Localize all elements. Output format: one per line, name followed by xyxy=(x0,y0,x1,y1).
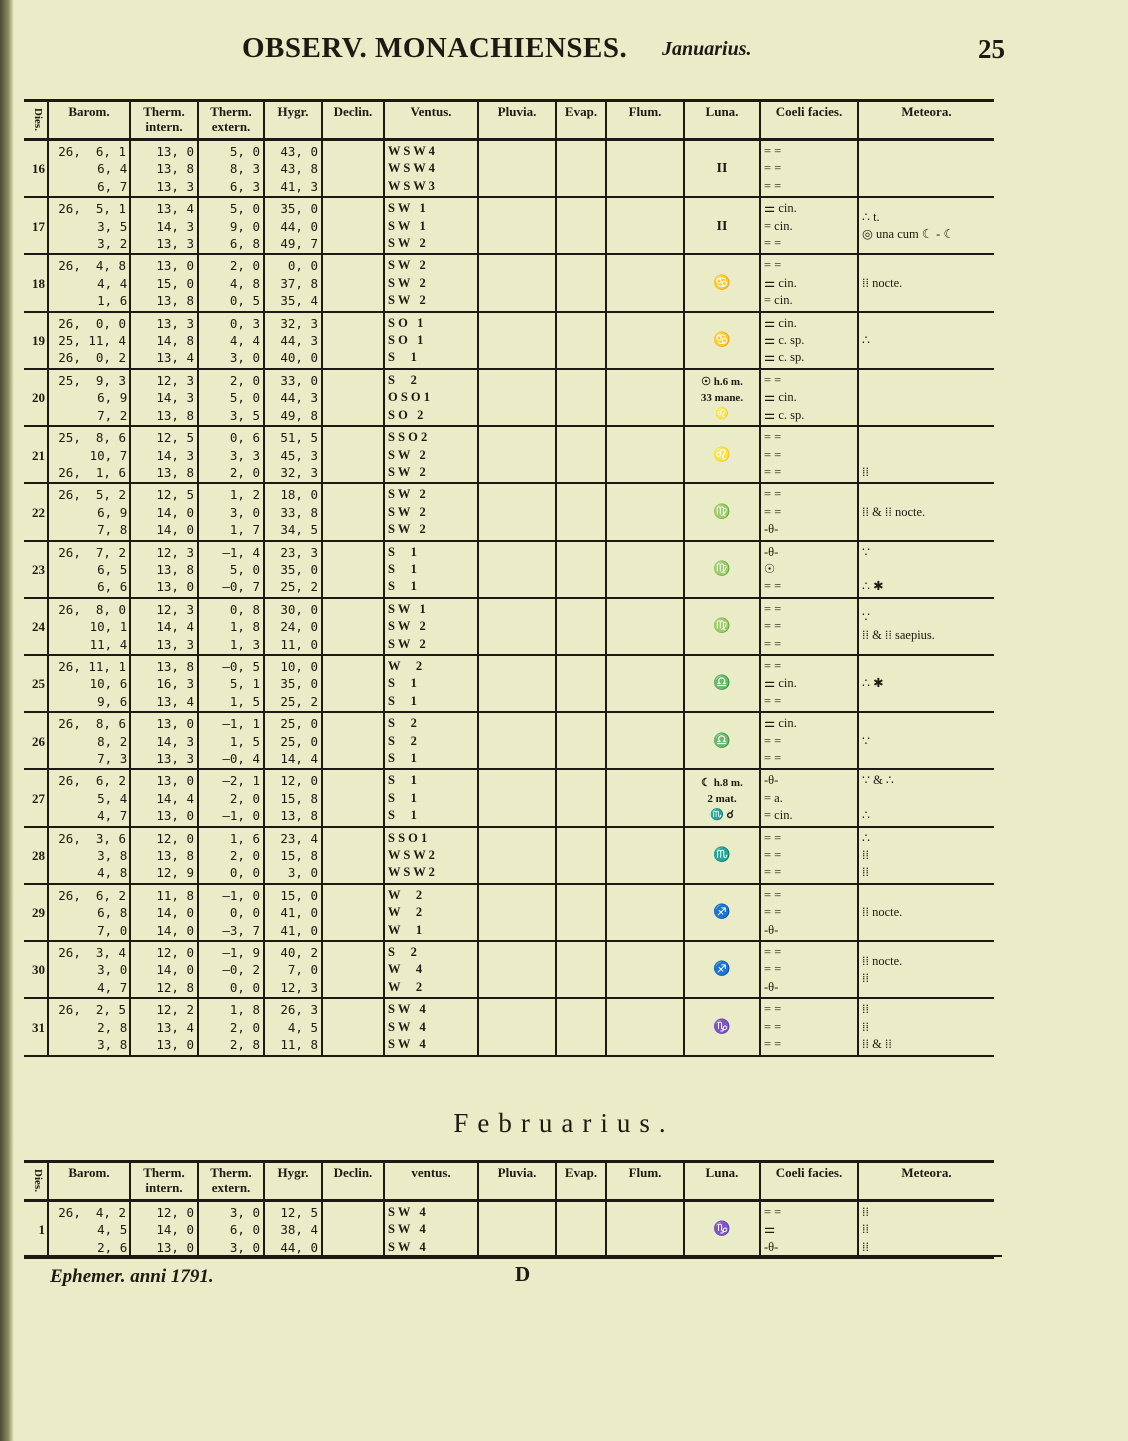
coeli-cell: ⚌ cin. = cin. = = xyxy=(760,197,858,254)
declin-cell xyxy=(322,140,384,198)
ventus-cell: S W 2 S W 2 S W 2 xyxy=(384,254,478,311)
declin-cell xyxy=(322,483,384,540)
therm-intern-cell: 13, 0 14, 4 13, 0 xyxy=(130,769,198,826)
barom-cell: 26, 4, 2 4, 5 2, 6 xyxy=(48,1201,130,1259)
table-row xyxy=(24,712,994,769)
therm-intern-cell: 13, 0 15, 0 13, 8 xyxy=(130,254,198,311)
coeli-cell: = = = = -θ- xyxy=(760,884,858,941)
barom-cell: 25, 8, 6 10, 7 26, 1, 6 xyxy=(48,426,130,483)
declin-cell xyxy=(322,541,384,598)
declin-cell xyxy=(322,827,384,884)
therm-extern-cell: 2, 0 5, 0 3, 5 xyxy=(198,369,264,426)
ventus-cell: S O 1 S O 1 S 1 xyxy=(384,312,478,369)
table-header-row xyxy=(24,101,994,140)
hygr-cell: 26, 3 4, 5 11, 8 xyxy=(264,998,322,1055)
ventus-cell: S W 4 S W 4 S W 4 xyxy=(384,998,478,1055)
barom-cell: 26, 8, 6 8, 2 7, 3 xyxy=(48,712,130,769)
hygr-cell: 33, 0 44, 3 49, 8 xyxy=(264,369,322,426)
therm-intern-cell: 12, 3 14, 4 13, 3 xyxy=(130,598,198,655)
col-header-therm-extern: Therm. extern. xyxy=(198,101,264,140)
evap-cell xyxy=(556,884,606,941)
declin-cell xyxy=(322,941,384,998)
declin-cell xyxy=(322,1201,384,1259)
luna-cell: ♋ xyxy=(684,312,760,369)
day-cell: 20 xyxy=(24,369,48,426)
table-header-row xyxy=(24,1162,994,1201)
col-header-luna: Luna. xyxy=(684,1162,760,1201)
page-title: OBSERV. MONACHIENSES. xyxy=(242,32,628,64)
ventus-cell: S 2 S 2 S 1 xyxy=(384,712,478,769)
pluvia-cell xyxy=(478,712,556,769)
luna-cell: ☉ h.6 m. 33 mane. ♌ xyxy=(684,369,760,426)
col-header-declin: Declin. xyxy=(322,1162,384,1201)
pluvia-cell xyxy=(478,884,556,941)
running-head xyxy=(0,30,1128,70)
flum-cell xyxy=(606,426,684,483)
ventus-cell: W 2 S 1 S 1 xyxy=(384,655,478,712)
barom-cell: 26, 4, 8 4, 4 1, 6 xyxy=(48,254,130,311)
pluvia-cell xyxy=(478,655,556,712)
therm-extern-cell: —1, 0 0, 0 —3, 7 xyxy=(198,884,264,941)
hygr-cell: 23, 3 35, 0 25, 2 xyxy=(264,541,322,598)
day-cell: 19 xyxy=(24,312,48,369)
barom-cell: 26, 6, 1 6, 4 6, 7 xyxy=(48,140,130,198)
declin-cell xyxy=(322,312,384,369)
therm-extern-cell: 3, 0 6, 0 3, 0 xyxy=(198,1201,264,1259)
day-cell: 30 xyxy=(24,941,48,998)
col-header-meteora: Meteora. xyxy=(858,1162,994,1201)
declin-cell xyxy=(322,998,384,1055)
day-cell: 22 xyxy=(24,483,48,540)
hygr-cell: 40, 2 7, 0 12, 3 xyxy=(264,941,322,998)
table-row xyxy=(24,483,994,540)
col-header-evap: Evap. xyxy=(556,101,606,140)
flum-cell xyxy=(606,254,684,311)
therm-extern-cell: 2, 0 4, 8 0, 5 xyxy=(198,254,264,311)
luna-cell: ♐ xyxy=(684,941,760,998)
col-header-declin: Declin. xyxy=(322,101,384,140)
table-row xyxy=(24,769,994,826)
declin-cell xyxy=(322,369,384,426)
ventus-cell: S W 4 S W 4 S W 4 xyxy=(384,1201,478,1259)
therm-extern-cell: 1, 8 2, 0 2, 8 xyxy=(198,998,264,1055)
luna-cell: ♐ xyxy=(684,884,760,941)
declin-cell xyxy=(322,254,384,311)
col-header-evap: Evap. xyxy=(556,1162,606,1201)
col-header-flum: Flum. xyxy=(606,1162,684,1201)
therm-intern-cell: 12, 5 14, 0 14, 0 xyxy=(130,483,198,540)
therm-intern-cell: 12, 3 13, 8 13, 0 xyxy=(130,541,198,598)
barom-cell: 26, 8, 0 10, 1 11, 4 xyxy=(48,598,130,655)
meteora-cell: ∴ t. ◎ una cum ☾ - ☾ xyxy=(858,197,994,254)
coeli-cell: = = = = = = xyxy=(760,998,858,1055)
table-row xyxy=(24,998,994,1055)
luna-cell: ♋ xyxy=(684,254,760,311)
meteora-cell: ⁞⁞ nocte. xyxy=(858,884,994,941)
day-cell: 18 xyxy=(24,254,48,311)
therm-intern-cell: 12, 2 13, 4 13, 0 xyxy=(130,998,198,1055)
meteora-cell: ∵ & ∴ ∴ xyxy=(858,769,994,826)
hygr-cell: 51, 5 45, 3 32, 3 xyxy=(264,426,322,483)
coeli-cell: ⚌ cin. = = = = xyxy=(760,712,858,769)
col-header-pluvia: Pluvia. xyxy=(478,101,556,140)
table-row xyxy=(24,941,994,998)
luna-cell: II xyxy=(684,140,760,198)
barom-cell: 26, 3, 6 3, 8 4, 8 xyxy=(48,827,130,884)
therm-extern-cell: —0, 5 5, 1 1, 5 xyxy=(198,655,264,712)
therm-extern-cell: —1, 1 1, 5 —0, 4 xyxy=(198,712,264,769)
coeli-cell: = = = = = = xyxy=(760,140,858,198)
declin-cell xyxy=(322,655,384,712)
therm-extern-cell: 0, 6 3, 3 2, 0 xyxy=(198,426,264,483)
page-number: 25 xyxy=(978,34,1005,64)
pluvia-cell xyxy=(478,769,556,826)
bottom-rule xyxy=(24,1255,1002,1257)
table-row xyxy=(24,598,994,655)
pluvia-cell xyxy=(478,140,556,198)
table-row xyxy=(24,1201,994,1259)
day-cell: 21 xyxy=(24,426,48,483)
therm-intern-cell: 13, 8 16, 3 13, 4 xyxy=(130,655,198,712)
luna-cell: ♍ xyxy=(684,483,760,540)
therm-extern-cell: 0, 3 4, 4 3, 0 xyxy=(198,312,264,369)
coeli-cell: = = = = = = xyxy=(760,598,858,655)
table-row xyxy=(24,369,994,426)
february-table xyxy=(24,1160,994,1259)
meteora-cell: ∵ ⁞⁞ & ⁞⁞ saepius. xyxy=(858,598,994,655)
col-header-therm-intern: Therm. intern. xyxy=(130,1162,198,1201)
therm-extern-cell: —1, 4 5, 0 —0, 7 xyxy=(198,541,264,598)
ventus-cell: S W 1 S W 1 S W 2 xyxy=(384,197,478,254)
col-header-therm-intern: Therm. intern. xyxy=(130,101,198,140)
luna-cell: ♏ xyxy=(684,827,760,884)
ventus-cell: W S W 4 W S W 4 W S W 3 xyxy=(384,140,478,198)
coeli-cell: -θ- = a. = cin. xyxy=(760,769,858,826)
day-cell: 17 xyxy=(24,197,48,254)
therm-extern-cell: 1, 6 2, 0 0, 0 xyxy=(198,827,264,884)
therm-extern-cell: 5, 0 9, 0 6, 8 xyxy=(198,197,264,254)
barom-cell: 26, 0, 0 25, 11, 4 26, 0, 2 xyxy=(48,312,130,369)
therm-intern-cell: 12, 0 14, 0 12, 8 xyxy=(130,941,198,998)
ventus-cell: S W 2 S W 2 S W 2 xyxy=(384,483,478,540)
flum-cell xyxy=(606,369,684,426)
hygr-cell: 18, 0 33, 8 34, 5 xyxy=(264,483,322,540)
col-header-luna: Luna. xyxy=(684,101,760,140)
day-cell: 27 xyxy=(24,769,48,826)
flum-cell xyxy=(606,312,684,369)
flum-cell xyxy=(606,197,684,254)
table-row xyxy=(24,254,994,311)
pluvia-cell xyxy=(478,483,556,540)
hygr-cell: 23, 4 15, 8 3, 0 xyxy=(264,827,322,884)
coeli-cell: = = ⚌ cin. ⚌ c. sp. xyxy=(760,369,858,426)
page-edge xyxy=(0,0,14,1441)
pluvia-cell xyxy=(478,998,556,1055)
hygr-cell: 43, 0 43, 8 41, 3 xyxy=(264,140,322,198)
evap-cell xyxy=(556,1201,606,1259)
meteora-cell xyxy=(858,369,994,426)
luna-cell: ♍ xyxy=(684,598,760,655)
therm-extern-cell: 0, 8 1, 8 1, 3 xyxy=(198,598,264,655)
therm-intern-cell: 13, 0 13, 8 13, 3 xyxy=(130,140,198,198)
day-cell: 24 xyxy=(24,598,48,655)
hygr-cell: 35, 0 44, 0 49, 7 xyxy=(264,197,322,254)
therm-intern-cell: 13, 3 14, 8 13, 4 xyxy=(130,312,198,369)
luna-cell: ♑ xyxy=(684,1201,760,1259)
declin-cell xyxy=(322,598,384,655)
flum-cell xyxy=(606,483,684,540)
barom-cell: 26, 5, 2 6, 9 7, 8 xyxy=(48,483,130,540)
evap-cell xyxy=(556,769,606,826)
ventus-cell: S 2 O S O 1 S O 2 xyxy=(384,369,478,426)
meteora-cell: ⁞⁞ xyxy=(858,426,994,483)
hygr-cell: 15, 0 41, 0 41, 0 xyxy=(264,884,322,941)
meteora-cell: ∵ xyxy=(858,712,994,769)
pluvia-cell xyxy=(478,1201,556,1259)
evap-cell xyxy=(556,197,606,254)
table-row xyxy=(24,827,994,884)
evap-cell xyxy=(556,369,606,426)
coeli-cell: = = ⚌ cin. = = xyxy=(760,655,858,712)
barom-cell: 26, 5, 1 3, 5 3, 2 xyxy=(48,197,130,254)
therm-extern-cell: 5, 0 8, 3 6, 3 xyxy=(198,140,264,198)
barom-cell: 26, 6, 2 6, 8 7, 0 xyxy=(48,884,130,941)
ventus-cell: S W 1 S W 2 S W 2 xyxy=(384,598,478,655)
ventus-cell: W 2 W 2 W 1 xyxy=(384,884,478,941)
hygr-cell: 30, 0 24, 0 11, 0 xyxy=(264,598,322,655)
pluvia-cell xyxy=(478,598,556,655)
luna-cell: ♌ xyxy=(684,426,760,483)
evap-cell xyxy=(556,483,606,540)
col-header-barom: Barom. xyxy=(48,101,130,140)
meteora-cell: ⁞⁞ nocte. xyxy=(858,254,994,311)
therm-extern-cell: —1, 9 —0, 2 0, 0 xyxy=(198,941,264,998)
day-cell: 23 xyxy=(24,541,48,598)
barom-cell: 25, 9, 3 6, 9 7, 2 xyxy=(48,369,130,426)
ventus-cell: S 2 W 4 W 2 xyxy=(384,941,478,998)
col-header-hygr: Hygr. xyxy=(264,101,322,140)
day-cell: 26 xyxy=(24,712,48,769)
meteora-cell: ⁞⁞ & ⁞⁞ nocte. xyxy=(858,483,994,540)
table-row xyxy=(24,426,994,483)
col-header-barom: Barom. xyxy=(48,1162,130,1201)
therm-intern-cell: 11, 8 14, 0 14, 0 xyxy=(130,884,198,941)
january-table xyxy=(24,99,994,1057)
pluvia-cell xyxy=(478,426,556,483)
meteora-cell xyxy=(858,140,994,198)
coeli-cell: = = ⚌ -θ- xyxy=(760,1201,858,1259)
day-cell: 28 xyxy=(24,827,48,884)
barom-cell: 26, 11, 1 10, 6 9, 6 xyxy=(48,655,130,712)
col-header-pluvia: Pluvia. xyxy=(478,1162,556,1201)
coeli-cell: -θ- ☉ = = xyxy=(760,541,858,598)
declin-cell xyxy=(322,426,384,483)
day-cell: 31 xyxy=(24,998,48,1055)
evap-cell xyxy=(556,312,606,369)
table-row xyxy=(24,140,994,198)
therm-intern-cell: 12, 5 14, 3 13, 8 xyxy=(130,426,198,483)
february-heading: Februarius. xyxy=(453,1108,675,1138)
hygr-cell: 25, 0 25, 0 14, 4 xyxy=(264,712,322,769)
col-header-meteora: Meteora. xyxy=(858,101,994,140)
evap-cell xyxy=(556,998,606,1055)
hygr-cell: 32, 3 44, 3 40, 0 xyxy=(264,312,322,369)
table-row xyxy=(24,655,994,712)
day-cell: 16 xyxy=(24,140,48,198)
evap-cell xyxy=(556,598,606,655)
ventus-cell: S 1 S 1 S 1 xyxy=(384,769,478,826)
luna-cell: ♍ xyxy=(684,541,760,598)
flum-cell xyxy=(606,598,684,655)
pluvia-cell xyxy=(478,827,556,884)
month-label: Januarius. xyxy=(662,38,752,60)
therm-intern-cell: 12, 0 14, 0 13, 0 xyxy=(130,1201,198,1259)
flum-cell xyxy=(606,140,684,198)
evap-cell xyxy=(556,827,606,884)
day-cell: 1 xyxy=(24,1201,48,1259)
coeli-cell: = = = = = = xyxy=(760,426,858,483)
col-header-coeli: Coeli facies. xyxy=(760,1162,858,1201)
luna-cell: ♎ xyxy=(684,712,760,769)
therm-extern-cell: 1, 2 3, 0 1, 7 xyxy=(198,483,264,540)
coeli-cell: = = = = = = xyxy=(760,827,858,884)
barom-cell: 26, 7, 2 6, 5 6, 6 xyxy=(48,541,130,598)
flum-cell xyxy=(606,884,684,941)
table-row xyxy=(24,312,994,369)
col-header-ventus: Ventus. xyxy=(384,101,478,140)
flum-cell xyxy=(606,655,684,712)
meteora-cell: ⁞⁞ ⁞⁞ ⁞⁞ xyxy=(858,1201,994,1259)
col-header-therm-extern: Therm. extern. xyxy=(198,1162,264,1201)
ventus-cell: S 1 S 1 S 1 xyxy=(384,541,478,598)
evap-cell xyxy=(556,140,606,198)
flum-cell xyxy=(606,541,684,598)
flum-cell xyxy=(606,941,684,998)
february-table-body xyxy=(24,1201,994,1259)
luna-cell: ♎ xyxy=(684,655,760,712)
flum-cell xyxy=(606,769,684,826)
barom-cell: 26, 2, 5 2, 8 3, 8 xyxy=(48,998,130,1055)
hygr-cell: 10, 0 35, 0 25, 2 xyxy=(264,655,322,712)
declin-cell xyxy=(322,712,384,769)
day-cell: 25 xyxy=(24,655,48,712)
meteora-cell: ∴ xyxy=(858,312,994,369)
footer-signature: Ephemer. anni 1791. xyxy=(50,1266,214,1287)
meteora-cell: ∴ ⁞⁞ ⁞⁞ xyxy=(858,827,994,884)
declin-cell xyxy=(322,769,384,826)
meteora-cell: ∴ ✱ xyxy=(858,655,994,712)
hygr-cell: 12, 0 15, 8 13, 8 xyxy=(264,769,322,826)
evap-cell xyxy=(556,941,606,998)
ventus-cell: S S O 2 S W 2 S W 2 xyxy=(384,426,478,483)
therm-intern-cell: 12, 3 14, 3 13, 8 xyxy=(130,369,198,426)
col-header-coeli: Coeli facies. xyxy=(760,101,858,140)
signature-letter: D xyxy=(515,1262,531,1286)
declin-cell xyxy=(322,884,384,941)
table-row xyxy=(24,541,994,598)
barom-cell: 26, 3, 4 3, 0 4, 7 xyxy=(48,941,130,998)
meteora-cell: ⁞⁞ ⁞⁞ ⁞⁞ & ⁞⁞ xyxy=(858,998,994,1055)
meteora-cell: ⁞⁞ nocte. ⁞⁞ xyxy=(858,941,994,998)
flum-cell xyxy=(606,712,684,769)
therm-extern-cell: —2, 1 2, 0 —1, 0 xyxy=(198,769,264,826)
meteora-cell: ∵ ∴ ✱ xyxy=(858,541,994,598)
pluvia-cell xyxy=(478,541,556,598)
pluvia-cell xyxy=(478,254,556,311)
table-row xyxy=(24,884,994,941)
pluvia-cell xyxy=(478,369,556,426)
flum-cell xyxy=(606,1201,684,1259)
col-header-dies: Dies. xyxy=(24,1162,48,1201)
evap-cell xyxy=(556,712,606,769)
barom-cell: 26, 6, 2 5, 4 4, 7 xyxy=(48,769,130,826)
coeli-cell: = = = = -θ- xyxy=(760,483,858,540)
coeli-cell: = = = = -θ- xyxy=(760,941,858,998)
hygr-cell: 0, 0 37, 8 35, 4 xyxy=(264,254,322,311)
flum-cell xyxy=(606,827,684,884)
pluvia-cell xyxy=(478,312,556,369)
day-cell: 29 xyxy=(24,884,48,941)
evap-cell xyxy=(556,655,606,712)
evap-cell xyxy=(556,426,606,483)
luna-cell: ♑ xyxy=(684,998,760,1055)
january-table-body xyxy=(24,140,994,1056)
luna-cell: ☾ h.8 m. 2 mat. ♏ ☌ xyxy=(684,769,760,826)
therm-intern-cell: 12, 0 13, 8 12, 9 xyxy=(130,827,198,884)
coeli-cell: = = ⚌ cin. = cin. xyxy=(760,254,858,311)
table-row xyxy=(24,197,994,254)
evap-cell xyxy=(556,254,606,311)
therm-intern-cell: 13, 0 14, 3 13, 3 xyxy=(130,712,198,769)
col-header-flum: Flum. xyxy=(606,101,684,140)
hygr-cell: 12, 5 38, 4 44, 0 xyxy=(264,1201,322,1259)
flum-cell xyxy=(606,998,684,1055)
declin-cell xyxy=(322,197,384,254)
col-header-dies: Dies. xyxy=(24,101,48,140)
pluvia-cell xyxy=(478,941,556,998)
ventus-cell: S S O 1 W S W 2 W S W 2 xyxy=(384,827,478,884)
col-header-ventus: ventus. xyxy=(384,1162,478,1201)
therm-intern-cell: 13, 4 14, 3 13, 3 xyxy=(130,197,198,254)
col-header-hygr: Hygr. xyxy=(264,1162,322,1201)
luna-cell: II xyxy=(684,197,760,254)
evap-cell xyxy=(556,541,606,598)
pluvia-cell xyxy=(478,197,556,254)
coeli-cell: ⚌ cin. ⚌ c. sp. ⚌ c. sp. xyxy=(760,312,858,369)
